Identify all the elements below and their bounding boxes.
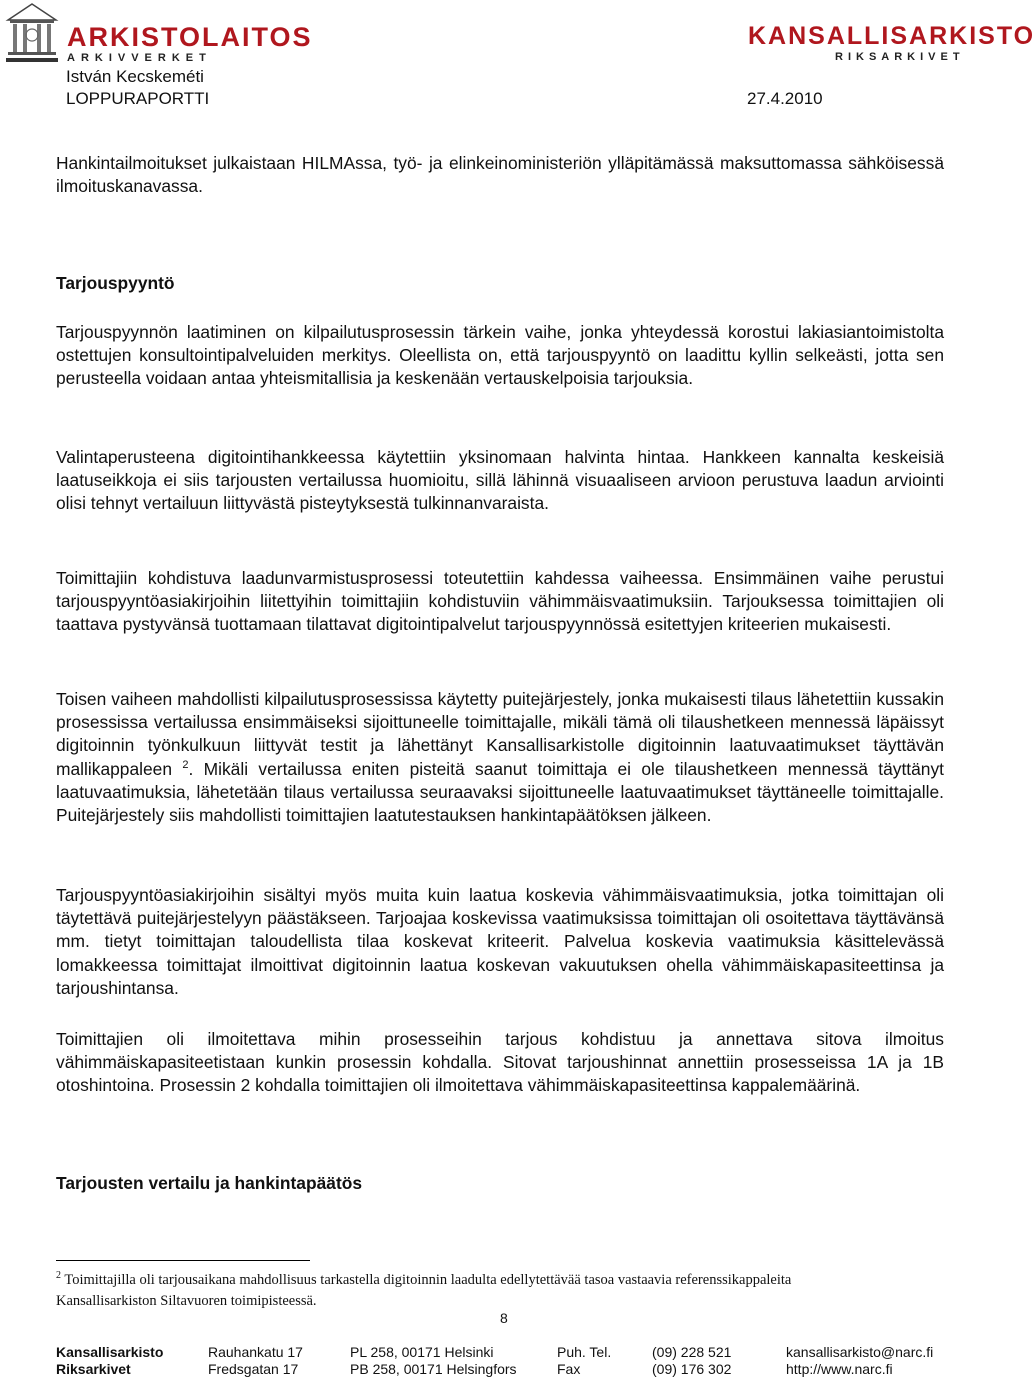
paragraph-laadunvarmistus: Toimittajiin kohdistuva laadunvarmistusprosessi toteutettiin kahdessa vaiheessa. Ensimmäinen vaihe perustui tarjouspyyntöasiakirjoihin liitettyihin toimittajiin kohdistuviin vähimmäisvaatimuksiin. Tarjouksessa toimittajien oli taattava pystyvänsä tuottamaan tilattavat digitointipalvelut tarjouspyynnössä esitettyjen kriteerien mukaisesti. [56, 568, 944, 635]
paragraph-hilma: Hankintailmoitukset julkaistaan HILMAssa, työ- ja elinkeinoministeriön ylläpitämässä maksuttomassa sähköisessä ilmoituskanavassa. [56, 153, 944, 197]
footer-address-fi: Rauhankatu 17 [208, 1344, 303, 1360]
footer-fax-label: Fax [557, 1361, 581, 1377]
footer-org-fi: Kansallisarkisto [56, 1344, 164, 1360]
footer-address-sv: Fredsgatan 17 [208, 1361, 299, 1377]
paragraph-puitejarjestely: Toisen vaiheen mahdollisti kilpailutusprosessissa käytetty puitejärjestely, jonka mukaisesti tilaus lähetettiin kussakin prosessissa vertailussa ensimmäiseksi sijoittuneelle toimittajalle, mikäli tämä oli tilaushetkeen mennessä läpäissyt digitoinnin työnkulkuun liittyvät testit ja lähettänyt Kansallisarkistolle digitoinnin laatuvaatimukset täyttävän mallikappaleen $^2$. Mikäli vertailussa eniten pisteitä saanut toimittaja ei ole tilaushetkeen mennessä täyttänyt laatuvaatimuksia, lähetetään tilaus vertailussa seuraavaksi sijoittuneelle laatuvaatimukset täyttäneelle toimittajalle. Puitejärjestely siis mahdollisti toimittajien laatutestauksen hankintapäätöksen jälkeen. [56, 689, 944, 826]
footnote-divider [56, 1260, 310, 1261]
header-date: 27.4.2010 [747, 89, 823, 108]
section-heading-vertailu: Tarjousten vertailu ja hankintapäätös [56, 1173, 363, 1193]
footer-fax-number: (09) 176 302 [652, 1361, 732, 1377]
footer-email-link[interactable]: kansallisarkisto@narc.fi [786, 1344, 934, 1360]
footnote-marker: 2 [56, 1270, 61, 1282]
paragraph-prosessit: Toimittajien oli ilmoitettava mihin prosesseihin tarjous kohdistuu ja annettava sitova ilmoitus vähimmäiskapasiteetistaan kunkin prosessin kohdalla. Sitovat tarjoushinnat annettiin prosesseissa 1A ja 1B otoshintoina. Prosessin 2 kohdalla toimittajien oli ilmoitettava vähimmäiskapasiteettinsa kappalemäärinä. [56, 1029, 944, 1096]
footnote-reference: 2 [182, 758, 189, 771]
footnote-text-line1: Toimittajilla oli tarjousaikana mahdollisuus tarkastella digitoinnin laadulta edellytettävää tasoa vastaavia referenssikappaleita [64, 1272, 792, 1288]
arkivverket-logo-subtitle: ARKIVVERKET [67, 52, 212, 64]
riksarkivet-logo-subtitle: RIKSARKIVET [835, 51, 965, 63]
paragraph-vahimmaisvaatimukset: Tarjouspyyntöasiakirjoihin sisältyi myös muita kuin laatua koskevia vähimmäisvaatimuksia, jotka toimittajan oli täytettävä puitejärjestelyyn päästäkseen. Tarjoajaa koskevissa vaatimuksissa toimittajan oli osoitettava täyttävänsä mm. tietyt toimittajan taloudellista tilaa koskevat kriteerit. Palvelua koskevia vaatimuksia käsittelevässä lomakkeessa toimittajat ilmoittivat digitoinnin laatua koskevan vakuutuksen ohella vähimmäiskapasiteettinsa ja tarjoushintansa. [56, 885, 944, 998]
paragraph-valintaperuste: Valintaperusteena digitointihankkeessa käytettiin yksinomaan halvinta hintaa. Hankkeen kannalta keskeisiä laatuseikkoja ei siis tarjousten vertailussa huomioitu, sillä lähinnä visuaaliseen arvioon perustuva laadun arviointi olisi tehnyt vertailuun liittyvästä pisteytyksestä tulkinnanvaraista. [56, 447, 944, 514]
footer-phone-label: Puh. Tel. [557, 1344, 612, 1360]
footer-postbox-fi: PL 258, 00171 Helsinki [350, 1344, 494, 1360]
page-number: 8 [500, 1310, 508, 1326]
footer-org-sv: Riksarkivet [56, 1361, 131, 1377]
footer-website-link[interactable]: http://www.narc.fi [786, 1361, 893, 1377]
archive-building-emblem-icon [4, 2, 60, 64]
section-heading-tarjouspyynto: Tarjouspyyntö [56, 273, 175, 293]
footnote [56, 1270, 956, 1312]
kansallisarkisto-logo-title: KANSALLISARKISTO [748, 22, 1035, 50]
header-author: István Kecskeméti [66, 67, 204, 86]
header-report-title: LOPPURAPORTTI [66, 89, 210, 108]
footer-postbox-sv: PB 258, 00171 Helsingfors [350, 1361, 517, 1377]
footer-phone-number: (09) 228 521 [652, 1344, 732, 1360]
footnote-text-line2: Kansallisarkiston Siltavuoren toimipisteessä. [56, 1293, 317, 1309]
arkistolaitos-logo-title: ARKISTOLAITOS [67, 22, 313, 52]
paragraph-tarjouspyynto-laatiminen: Tarjouspyynnön laatiminen on kilpailutusprosessin tärkein vaihe, jonka yhteydessä korostui lakiasiantoimistolta ostettujen konsultointipalveluiden merkitys. Oleellista on, että tarjouspyyntö on laadittu kyllin selkeästi, jotta sen perusteella voidaan antaa yhteismitallisia ja keskenään vertauskelpoisia tarjouksia. [56, 322, 944, 389]
